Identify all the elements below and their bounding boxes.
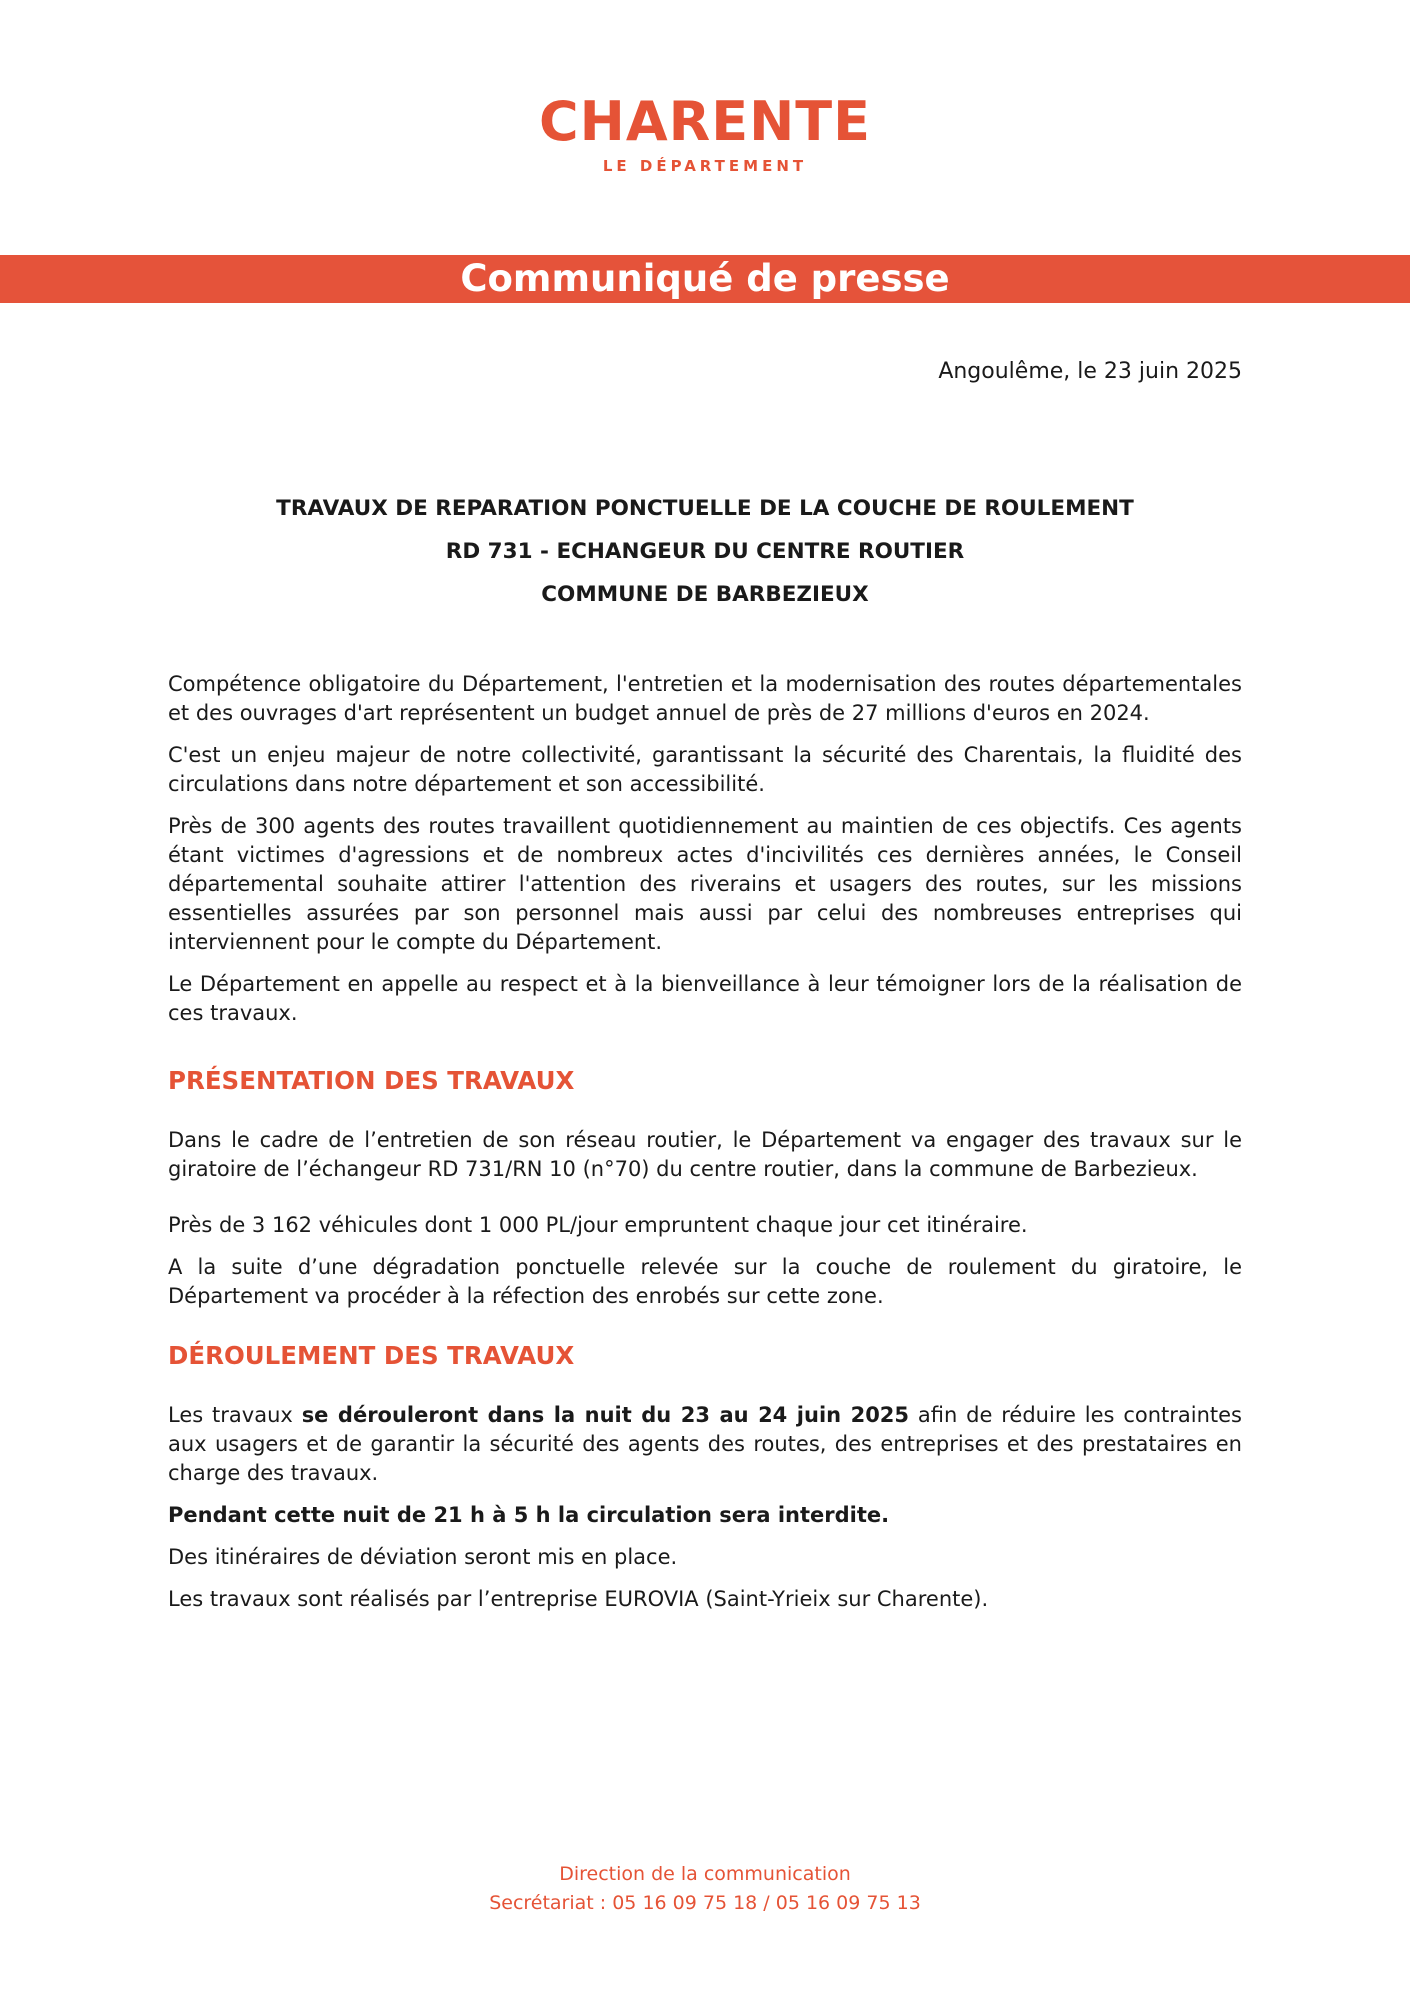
text-run-bold: se dérouleront dans la nuit du 23 au 24 juin 2025: [301, 1403, 910, 1427]
presentation-paragraph: Dans le cadre de l’entretien de son réseau routier, le Département va engager des travaux sur le giratoire de l’échangeur RD 731/RN 10 (n°70) du centre routier, dans la commune de Barbezieux.: [168, 1128, 1242, 1181]
title-line: COMMUNE DE BARBEZIEUX: [541, 582, 869, 607]
intro-paragraph: C'est un enjeu majeur de notre collectivité, garantissant la sécurité des Charentais, la fluidité des circulations dans notre département et son accessibilité.: [168, 743, 1242, 796]
presentation-paragraph: A la suite d’une dégradation ponctuelle relevée sur la couche de roulement du giratoire, le Département va procéder à la réfection des enrobés sur cette zone.: [168, 1255, 1242, 1308]
intro-paragraph: Le Département en appelle au respect et à la bienveillance à leur témoigner lors de la réalisation de ces travaux.: [168, 972, 1242, 1025]
document-date: Angoulême, le 23 juin 2025: [938, 359, 1242, 384]
document-body: [168, 670, 1242, 1627]
document-footer: [0, 1860, 1410, 1918]
footer-line: Secrétariat : 05 16 09 75 18 / 05 16 09 75 13: [489, 1892, 921, 1914]
intro-paragraph: Compétence obligatoire du Département, l'entretien et la modernisation des routes départementales et des ouvrages d'art représentent un budget annuel de près de 27 millions d'euros en 2024.: [168, 672, 1242, 725]
logo-subtitle: LE DÉPARTEMENT: [602, 157, 808, 175]
presentation-paragraph: Près de 3 162 véhicules dont 1 000 PL/jour empruntent chaque jour cet itinéraire.: [168, 1213, 1028, 1237]
section-heading-presentation: PRÉSENTATION DES TRAVAUX: [168, 1066, 575, 1095]
text-run: Les travaux: [168, 1403, 302, 1427]
deroulement-paragraph: [168, 1401, 1242, 1488]
section-heading-deroulement: DÉROULEMENT DES TRAVAUX: [168, 1341, 575, 1370]
title-line: RD 731 - ECHANGEUR DU CENTRE ROUTIER: [445, 539, 965, 564]
deroulement-paragraph: Les travaux sont réalisés par l’entreprise EUROVIA (Saint-Yrieix sur Charente).: [168, 1587, 989, 1611]
deroulement-paragraph: Des itinéraires de déviation seront mis en place.: [168, 1545, 678, 1569]
title-line: TRAVAUX DE REPARATION PONCTUELLE DE LA COUCHE DE ROULEMENT: [276, 496, 1134, 521]
charente-logo: [0, 90, 1410, 175]
text-run: afin de réduire les contraintes aux usagers et de garantir la sécurité des agents des routes, des entreprises et des prestataires en charge des travaux.: [168, 1403, 1243, 1485]
document-title: [168, 494, 1242, 623]
footer-line: Direction de la communication: [559, 1863, 851, 1885]
intro-paragraph: Près de 300 agents des routes travaillent quotidiennement au maintien de ces objectifs. Ces agents étant victimes d'agressions et de nombreux actes d'incivilités ces dernières années, le Conseil départemental souhaite attirer l'attention des riverains et usagers des routes, sur les missions essentielles assurées par son personnel mais aussi par celui des nombreuses entreprises qui interviennent pour le compte du Département.: [168, 814, 1242, 954]
press-release-banner: Communiqué de presse: [0, 255, 1410, 303]
deroulement-paragraph-bold: Pendant cette nuit de 21 h à 5 h la circulation sera interdite.: [168, 1503, 890, 1527]
logo-name: CHARENTE: [539, 90, 871, 153]
